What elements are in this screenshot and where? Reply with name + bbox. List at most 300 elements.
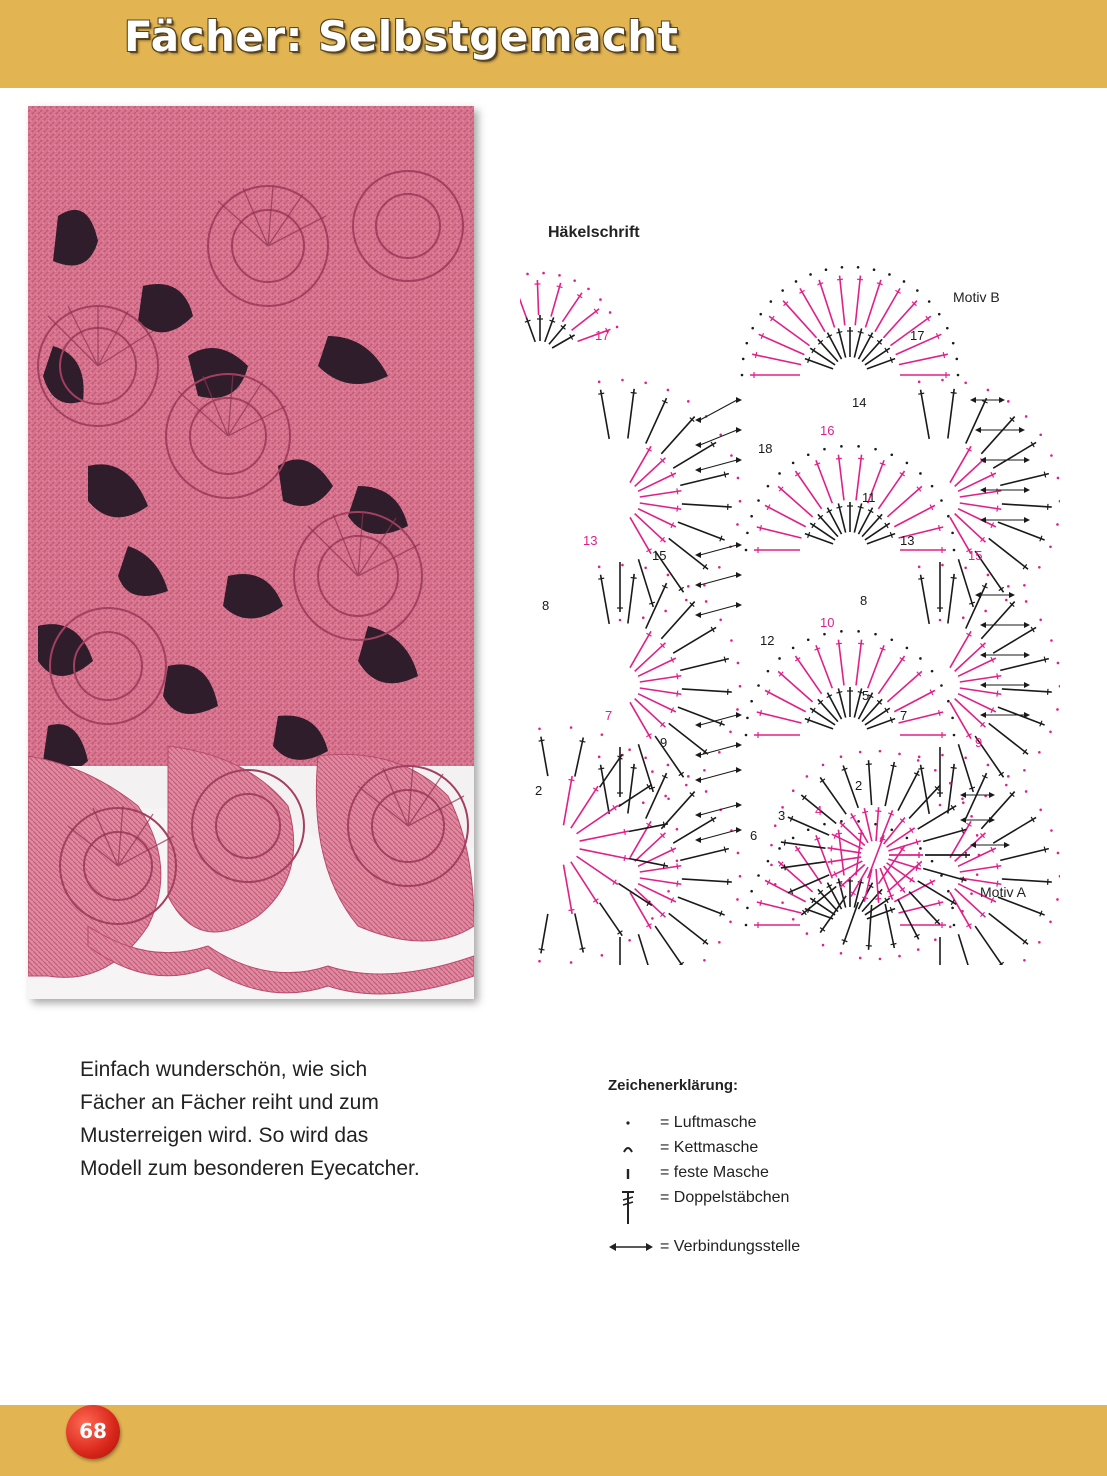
- join-arrow-12-head: [975, 427, 981, 433]
- left-edge-0-chain: [719, 433, 722, 436]
- right-fan-1-stitch: [955, 643, 986, 672]
- bl-outer-stitch: [541, 737, 548, 776]
- left-outer-2-stitch: [601, 765, 610, 814]
- center-edge-0-chain: [745, 549, 748, 552]
- motif-a-inner-stitch: [876, 869, 879, 903]
- left-fan-2-stitch: [635, 889, 666, 918]
- right-outer-0-stitch: [966, 398, 987, 443]
- tl-outer-stitch: [551, 283, 561, 317]
- center-edge-0-chain: [940, 499, 943, 502]
- left-edge-1-chain: [719, 618, 722, 621]
- join-arrow-2-head: [736, 457, 742, 463]
- motif-a-edge-chain: [774, 883, 777, 886]
- bl-inner-stitch: [563, 865, 572, 914]
- row-number: 2: [855, 778, 863, 793]
- right-edge-0-chain: [1023, 584, 1026, 587]
- right-fan-1-stitch: [950, 631, 971, 667]
- right-edge-0-chain: [1007, 400, 1010, 403]
- left-edge-2-chain: [737, 852, 740, 855]
- motif-b-mid-bar: [857, 279, 863, 280]
- bl-inner-stitch: [580, 849, 629, 859]
- bl-inner-stitch: [580, 831, 629, 841]
- row-number: 2: [535, 783, 543, 798]
- left-fan-1-bar: [677, 673, 678, 679]
- page-number-badge: [66, 1405, 120, 1459]
- right-outer-0-stitch: [981, 417, 1014, 454]
- bl-outer-stitch: [541, 914, 548, 953]
- motif-a-inner-stitch: [884, 817, 905, 844]
- center-edge-1-chain: [874, 633, 877, 636]
- right-fan-0-bar: [997, 488, 998, 494]
- left-outer-0-stitch: [661, 417, 694, 454]
- motif-a-outer-stitch: [781, 862, 826, 868]
- right-edge-2-chain: [1049, 920, 1052, 923]
- motif-b-edge-chain: [770, 300, 773, 303]
- join-arrow-5: [700, 605, 737, 615]
- center-mid-0-stitch: [887, 486, 921, 517]
- row-number: 13: [900, 533, 915, 548]
- right-edge-0-chain: [987, 389, 990, 392]
- join-arrow-3-head: [695, 552, 701, 558]
- left-outer-0-stitch: [673, 442, 716, 468]
- center-mid-1-stitch: [795, 656, 821, 694]
- center-mid-2-stitch: [838, 830, 844, 876]
- left-fan-1-stitch: [630, 631, 651, 667]
- right-outer-0-bar: [969, 602, 975, 604]
- join-arrow-11-head: [970, 397, 976, 403]
- left-edge-0-chain: [642, 616, 645, 619]
- center-edge-2-chain: [919, 847, 922, 850]
- join-arrow-19-head: [1024, 682, 1030, 688]
- right-outer-2-stitch: [1002, 879, 1052, 882]
- bl-outer-stitch: [618, 785, 651, 807]
- left-edge-1-chain: [729, 730, 732, 733]
- left-fan-0-stitch: [640, 503, 682, 509]
- join-arrow-2-head: [695, 467, 701, 473]
- right-edge-1-chain: [941, 564, 944, 567]
- right-outer-1-stitch: [966, 583, 987, 628]
- motif-a-edge-chain: [840, 952, 843, 955]
- chain-stitch-icon: [608, 1113, 648, 1135]
- right-edge-1-chain: [964, 566, 967, 569]
- center-edge-0-chain: [757, 499, 760, 502]
- motif-b-mid-stitch: [819, 280, 834, 328]
- left-fan-2-bar: [677, 863, 678, 869]
- left-edge-1-chain: [705, 600, 708, 603]
- right-outer-1-bar: [969, 787, 975, 789]
- motif-b-edge-chain: [841, 266, 844, 269]
- motif-b-inner-bar: [858, 332, 864, 333]
- center-mid-2-bar: [939, 900, 940, 906]
- right-edge-0-chain: [1038, 566, 1041, 569]
- motif-a-edge-chain: [840, 755, 843, 758]
- join-arrow-0-head: [695, 417, 701, 423]
- motif-b-mid-stitch: [783, 301, 816, 338]
- center-edge-2-chain: [906, 837, 909, 840]
- right-edge-1-chain: [1007, 585, 1010, 588]
- motif-a-inner-bar: [862, 811, 868, 812]
- motif-a-inner-stitch: [851, 813, 868, 842]
- bl-outer-bar: [663, 862, 664, 868]
- row-number: 17: [595, 328, 610, 343]
- center-mid-0-bar: [760, 525, 761, 531]
- join-arrow-6-head: [695, 722, 701, 728]
- center-edge-0-chain: [953, 549, 956, 552]
- right-outer-0-stitch: [989, 538, 1028, 569]
- row-number: 14: [852, 395, 867, 410]
- motif-b-edge-chain: [825, 268, 828, 271]
- right-edge-0-chain: [941, 379, 944, 382]
- center-edge-1-chain: [778, 657, 781, 660]
- right-edge-0-chain: [1005, 599, 1008, 602]
- left-outer-1-stitch: [678, 707, 725, 725]
- right-edge-1-chain: [1050, 639, 1053, 642]
- join-arrow-3-head: [736, 542, 742, 548]
- right-outer-1-stitch: [993, 627, 1036, 653]
- center-edge-0-chain: [823, 448, 826, 451]
- left-outer-2-bar: [631, 767, 637, 768]
- left-edge-2-chain: [718, 941, 721, 944]
- bl-edge-chain: [651, 917, 654, 920]
- right-outer-0-stitch: [921, 390, 930, 439]
- motif-a-edge-chain: [879, 750, 882, 753]
- left-fan-1-stitch: [630, 702, 651, 738]
- left-edge-1-chain: [664, 795, 667, 798]
- motif-a-outer-stitch: [898, 899, 919, 939]
- join-arrow-8-head: [695, 777, 701, 783]
- row-number: 16: [820, 423, 835, 438]
- center-inner-1-bar: [836, 692, 842, 693]
- join-arrow-15-head: [980, 517, 986, 523]
- right-outer-1-stitch: [1000, 659, 1049, 671]
- join-arrow-5-head: [695, 612, 701, 618]
- center-edge-1-chain: [857, 630, 860, 633]
- motif-b-edge-chain: [857, 266, 860, 269]
- right-edge-1-chain: [962, 801, 965, 804]
- row-number: 15: [968, 548, 983, 563]
- right-edge-0-chain: [964, 381, 967, 384]
- center-mid-1-stitch: [765, 690, 806, 711]
- motif-b-edge-chain: [946, 327, 949, 330]
- left-fan-2-stitch: [640, 878, 682, 884]
- center-edge-2-chain: [778, 847, 781, 850]
- right-fan-2-bar: [997, 863, 998, 869]
- tl-outer-stitch: [562, 293, 582, 322]
- left-edge-0-chain: [687, 400, 690, 403]
- motif-a-edge-chain: [976, 834, 979, 837]
- motif-a-edge-chain: [822, 764, 825, 767]
- center-edge-0-chain: [874, 448, 877, 451]
- right-edge-2-chain: [1039, 808, 1042, 811]
- motif-a-inner-stitch: [880, 810, 892, 842]
- join-arrow-18-head: [980, 652, 986, 658]
- caption-line: Musterreigen wird. So wird das: [80, 1124, 369, 1147]
- motif-b-edge-chain: [745, 342, 748, 345]
- right-edge-1-chain: [1056, 708, 1059, 711]
- left-outer-1-bar: [598, 578, 604, 579]
- bl-outer-bar: [580, 948, 586, 949]
- join-arrow-1-head: [695, 442, 701, 448]
- bl-inner-bar: [624, 829, 625, 835]
- right-fan-0-stitch: [955, 514, 986, 543]
- left-edge-1-chain: [598, 566, 601, 569]
- left-fan-1-stitch: [640, 676, 682, 682]
- center-edge-0-chain: [840, 445, 843, 448]
- center-edge-0-chain: [947, 515, 950, 518]
- left-edge-1-chain: [667, 574, 670, 577]
- center-mid-0-stitch: [838, 455, 844, 501]
- center-edge-1-chain: [890, 638, 893, 641]
- bl-edge-chain: [676, 828, 679, 831]
- right-outer-2-stitch: [989, 913, 1028, 944]
- bl-outer-stitch: [575, 913, 583, 952]
- join-arrow-8: [700, 770, 737, 780]
- left-fan-0-stitch: [638, 473, 676, 491]
- right-fan-0-stitch: [955, 458, 986, 487]
- left-edge-0-chain: [736, 523, 739, 526]
- join-arrow-12-head: [1019, 427, 1025, 433]
- motif-a-inner-stitch: [864, 808, 872, 841]
- left-edge-0-chain: [664, 610, 667, 613]
- join-arrow-5-head: [736, 602, 742, 608]
- left-outer-2-stitch: [628, 764, 634, 814]
- row-number: 8: [542, 598, 550, 613]
- row-number: 13: [583, 533, 598, 548]
- center-edge-2-chain: [890, 828, 893, 831]
- bl-outer-bar: [539, 740, 545, 741]
- legend-label: = Verbindungsstelle: [660, 1238, 801, 1255]
- right-fan-2-stitch: [950, 892, 971, 928]
- row-number: 7: [900, 708, 908, 723]
- right-edge-2-chain: [964, 756, 967, 759]
- join-arrow-20-head: [980, 712, 986, 718]
- left-outer-0-bar: [631, 392, 637, 393]
- center-edge-1-chain: [919, 657, 922, 660]
- motif-a-outer-stitch: [918, 806, 956, 829]
- left-outer-2-stitch: [682, 879, 732, 882]
- bl-edge-chain: [667, 797, 670, 800]
- center-edge-1-chain: [940, 684, 943, 687]
- right-fan-0-stitch: [960, 491, 1002, 497]
- left-edge-0-chain: [739, 500, 742, 503]
- join-arrow-7-head: [695, 752, 701, 758]
- right-outer-2-stitch: [948, 764, 954, 814]
- center-mid-1-bar: [836, 643, 842, 644]
- motif-b-edge-chain: [751, 327, 754, 330]
- right-edge-0-chain: [1025, 415, 1028, 418]
- right-edge-1-chain: [1039, 618, 1042, 621]
- join-arrow-4-head: [695, 582, 701, 588]
- right-edge-1-chain: [1023, 769, 1026, 772]
- motif-a-edge-chain: [917, 948, 920, 951]
- row-number: 6: [750, 828, 758, 843]
- motif-b-mid-bar: [837, 279, 843, 280]
- center-mid-0-stitch: [757, 527, 802, 538]
- join-arrow-20-head: [1024, 712, 1030, 718]
- center-edge-0-chain: [890, 453, 893, 456]
- row-number: 17: [910, 328, 925, 343]
- join-arrow-0-head: [736, 397, 742, 403]
- right-edge-0-chain: [1056, 523, 1059, 526]
- left-edge-1-chain: [730, 639, 733, 642]
- bl-inner-bar: [569, 909, 575, 910]
- right-outer-1-bar: [918, 578, 924, 579]
- right-edge-2-chain: [941, 754, 944, 757]
- left-outer-0-bar: [598, 393, 604, 394]
- center-edge-1-chain: [947, 700, 950, 703]
- left-fan-2-stitch: [635, 833, 666, 862]
- motif-b-edge-chain: [759, 313, 762, 316]
- center-edge-2-chain: [823, 823, 826, 826]
- center-edge-1-chain: [746, 717, 749, 720]
- center-edge-0-chain: [931, 485, 934, 488]
- left-fan-1-stitch: [638, 694, 676, 712]
- join-arrow-9: [700, 805, 737, 815]
- center-mid-0-bar: [836, 458, 842, 459]
- join-arrow-17-head: [1024, 622, 1030, 628]
- join-arrow-22-head: [960, 817, 966, 823]
- tl-edge-chain: [526, 273, 529, 276]
- right-outer-1-stitch: [1002, 689, 1052, 692]
- left-edge-1-chain: [642, 801, 645, 804]
- bl-inner-bar: [569, 779, 575, 780]
- left-fan-1-stitch: [635, 699, 666, 728]
- center-edge-0-chain: [857, 445, 860, 448]
- center-edge-2-chain: [951, 907, 954, 910]
- row-number: 12: [760, 633, 775, 648]
- motif-a-edge-chain: [859, 957, 862, 960]
- right-fan-1-stitch: [950, 702, 971, 738]
- right-outer-2-bar: [951, 767, 957, 768]
- right-fan-1-bar: [997, 673, 998, 679]
- left-fan-0-stitch: [638, 509, 676, 527]
- join-arrow-3: [700, 545, 737, 555]
- right-outer-0-stitch: [948, 389, 954, 439]
- join-arrow-9-head: [695, 812, 701, 818]
- join-arrow-21-head: [960, 792, 966, 798]
- left-outer-1-bar: [724, 657, 725, 663]
- join-arrow-1-head: [736, 427, 742, 433]
- motif-a-edge-chain: [792, 789, 795, 792]
- caption-line: Modell zum besonderen Eyecatcher.: [80, 1157, 420, 1180]
- crochet-photo: [28, 106, 474, 999]
- right-edge-2-chain: [918, 756, 921, 759]
- motif-a-outer-bar: [962, 828, 964, 834]
- join-arrow-18-head: [1024, 652, 1030, 658]
- join-arrow-10-head: [736, 827, 742, 833]
- right-fan-1-stitch: [958, 658, 996, 676]
- right-edge-1-chain: [987, 574, 990, 577]
- left-edge-2-chain: [705, 790, 708, 793]
- bl-edge-chain: [667, 890, 670, 893]
- left-fan-1-stitch: [635, 643, 666, 672]
- right-outer-1-stitch: [981, 602, 1014, 639]
- center-edge-1-chain: [792, 647, 795, 650]
- tl-outer-stitch: [520, 285, 526, 318]
- center-mid-2-bar: [760, 900, 761, 906]
- caption-line: Fächer an Fächer reiht und zum: [80, 1091, 379, 1114]
- left-outer-2-bar: [598, 768, 604, 769]
- row-number: 10: [820, 615, 835, 630]
- row-number: 5: [862, 688, 870, 703]
- center-edge-2-chain: [757, 874, 760, 877]
- motif-a-edge-chain: [978, 854, 981, 857]
- bl-edge-chain: [538, 960, 541, 963]
- bl-edge-chain: [651, 770, 654, 773]
- motif-a-edge-chain: [898, 955, 901, 958]
- motif-a-edge-chain: [806, 775, 809, 778]
- single-crochet-icon: [608, 1163, 648, 1185]
- right-outer-0-stitch: [1002, 504, 1052, 507]
- motif-b-edge-chain: [903, 280, 906, 283]
- right-outer-1-bar: [951, 577, 957, 578]
- left-fan-2-stitch: [640, 866, 682, 872]
- caption: [80, 1053, 480, 1185]
- motif-a-edge-chain: [806, 932, 809, 935]
- left-edge-0-chain: [598, 381, 601, 384]
- motif-b-edge-chain: [873, 268, 876, 271]
- motif-a-inner-bar: [831, 859, 832, 865]
- center-edge-2-chain: [746, 907, 749, 910]
- left-outer-0-stitch: [601, 390, 610, 439]
- page-number: 68: [79, 1419, 107, 1443]
- motif-a-outer-stitch: [843, 902, 858, 944]
- tl-outer-bar: [557, 286, 563, 288]
- right-edge-1-chain: [1025, 600, 1028, 603]
- center-edge-1-chain: [906, 647, 909, 650]
- right-edge-0-chain: [984, 610, 987, 613]
- bl-edge-chain: [570, 726, 573, 729]
- page-title: Fächer: Selbstgemacht: [124, 12, 679, 61]
- center-inner-0-bar: [858, 507, 864, 508]
- motif-a-inner-bar: [862, 897, 868, 898]
- motif-b-edge-chain: [888, 273, 891, 276]
- motif-b-mid-stitch: [752, 354, 801, 364]
- motif-a-edge-chain: [934, 769, 937, 772]
- center-mid-1-stitch: [838, 640, 844, 686]
- join-arrow-10-head: [695, 837, 701, 843]
- join-arrow-7-head: [736, 742, 742, 748]
- motif-a-edge-chain: [822, 944, 825, 947]
- tl-edge-chain: [542, 272, 545, 275]
- left-outer-0-bar: [649, 602, 655, 604]
- join-arrow-1: [700, 430, 737, 445]
- left-outer-1-stitch: [669, 723, 708, 754]
- center-mid-0-stitch: [765, 505, 806, 526]
- tl-edge-chain: [616, 326, 619, 329]
- motif-a-edge-chain: [970, 892, 973, 895]
- right-edge-2-chain: [1025, 790, 1028, 793]
- join-arrow-16-head: [1009, 592, 1015, 598]
- right-edge-1-chain: [1049, 730, 1052, 733]
- motif-b-mid-stitch: [899, 354, 948, 364]
- motif-b-edge-chain: [916, 289, 919, 292]
- left-edge-1-chain: [703, 769, 706, 772]
- center-edge-2-chain: [931, 860, 934, 863]
- join-arrow-14-head: [1024, 487, 1030, 493]
- right-outer-1-stitch: [921, 575, 930, 624]
- join-arrow-13-head: [1024, 457, 1030, 463]
- motif-b-edge-chain: [957, 374, 960, 377]
- tl-edge-chain: [587, 288, 590, 291]
- right-outer-2-bar: [918, 768, 924, 769]
- center-inner-0-bar: [836, 507, 842, 508]
- right-edge-2-chain: [1023, 959, 1026, 962]
- center-edge-1-chain: [931, 670, 934, 673]
- left-outer-2-bar: [724, 847, 725, 853]
- left-fan-1-bar: [677, 691, 678, 697]
- left-edge-2-chain: [729, 920, 732, 923]
